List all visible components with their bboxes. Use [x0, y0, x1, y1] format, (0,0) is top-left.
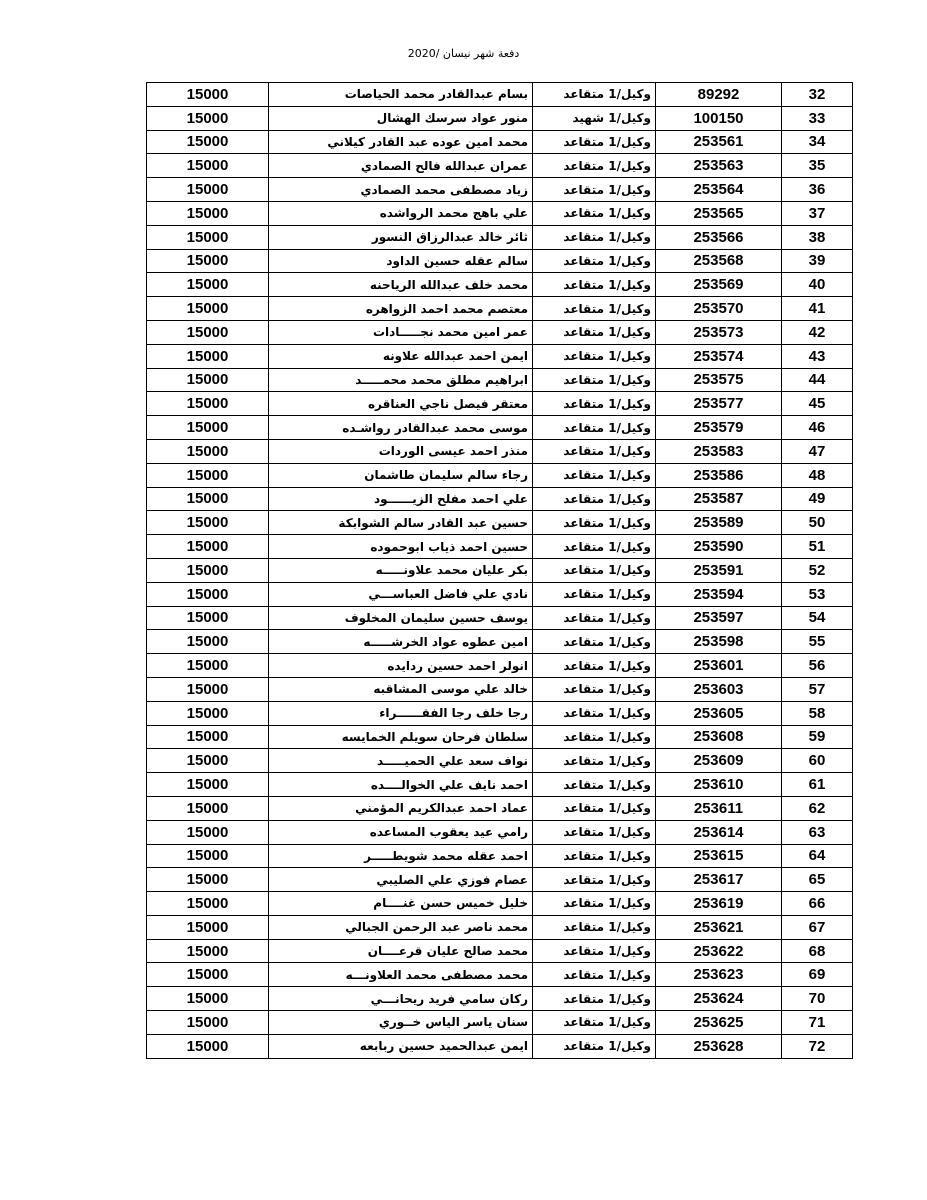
id-cell: 253594 [656, 582, 782, 606]
id-cell: 253625 [656, 1011, 782, 1035]
table-row [147, 606, 853, 630]
row-number-cell: 44 [782, 368, 853, 392]
table-row [147, 892, 853, 916]
row-number-cell: 66 [782, 892, 853, 916]
id-cell: 253566 [656, 225, 782, 249]
amount-cell: 15000 [147, 868, 269, 892]
table-row [147, 487, 853, 511]
table-row [147, 558, 853, 582]
row-number-cell: 56 [782, 654, 853, 678]
type-cell: وكيل/1 متقاعد [533, 1034, 656, 1058]
id-cell: 253603 [656, 677, 782, 701]
id-cell: 253565 [656, 201, 782, 225]
name-cell: علي احمد مفلح الزيــــــود [269, 487, 533, 511]
table-row [147, 1011, 853, 1035]
name-cell: محمد ناصر عبد الرحمن الجبالي [269, 915, 533, 939]
amount-cell: 15000 [147, 368, 269, 392]
type-cell: وكيل/1 متقاعد [533, 344, 656, 368]
amount-cell: 15000 [147, 106, 269, 130]
row-number-cell: 70 [782, 987, 853, 1011]
type-cell: وكيل/1 متقاعد [533, 558, 656, 582]
name-cell: بكر عليان محمد علاونـــــه [269, 558, 533, 582]
row-number-cell: 46 [782, 416, 853, 440]
table-row [147, 439, 853, 463]
name-cell: ثائر خالد عبدالرزاق النسور [269, 225, 533, 249]
row-number-cell: 67 [782, 915, 853, 939]
name-cell: نادي علي فاضل العباســـي [269, 582, 533, 606]
table-row [147, 416, 853, 440]
id-cell: 253608 [656, 725, 782, 749]
table-row [147, 130, 853, 154]
table-row [147, 820, 853, 844]
name-cell: خليل خميس حسن غنــــام [269, 892, 533, 916]
table-row [147, 368, 853, 392]
table-row [147, 463, 853, 487]
table-body [147, 83, 853, 1059]
id-cell: 253609 [656, 749, 782, 773]
row-number-cell: 69 [782, 963, 853, 987]
name-cell: بسام عبدالقادر محمد الحياصات [269, 83, 533, 107]
row-number-cell: 64 [782, 844, 853, 868]
table-row [147, 939, 853, 963]
type-cell: وكيل/1 متقاعد [533, 606, 656, 630]
row-number-cell: 37 [782, 201, 853, 225]
table-row [147, 1034, 853, 1058]
type-cell: وكيل/1 متقاعد [533, 130, 656, 154]
name-cell: محمد خلف عبدالله الرياحنه [269, 273, 533, 297]
id-cell: 253623 [656, 963, 782, 987]
id-cell: 253589 [656, 511, 782, 535]
name-cell: موسى محمد عبدالقادر رواشـده [269, 416, 533, 440]
type-cell: وكيل/1 متقاعد [533, 654, 656, 678]
name-cell: نواف سعد علي الحميـــــد [269, 749, 533, 773]
type-cell: وكيل/1 متقاعد [533, 892, 656, 916]
amount-cell: 15000 [147, 892, 269, 916]
amount-cell: 15000 [147, 987, 269, 1011]
amount-cell: 15000 [147, 1011, 269, 1035]
type-cell: وكيل/1 متقاعد [533, 987, 656, 1011]
row-number-cell: 58 [782, 701, 853, 725]
amount-cell: 15000 [147, 487, 269, 511]
row-number-cell: 59 [782, 725, 853, 749]
type-cell: وكيل/1 متقاعد [533, 273, 656, 297]
amount-cell: 15000 [147, 130, 269, 154]
row-number-cell: 55 [782, 630, 853, 654]
name-cell: محمد صالح عليان قرعــــان [269, 939, 533, 963]
name-cell: يوسف حسين سليمان المخلوف [269, 606, 533, 630]
id-cell: 253579 [656, 416, 782, 440]
amount-cell: 15000 [147, 249, 269, 273]
amount-cell: 15000 [147, 796, 269, 820]
name-cell: احمد نايف علي الخوالــــده [269, 773, 533, 797]
amount-cell: 15000 [147, 725, 269, 749]
name-cell: محمد امين عوده عبد القادر كيلاني [269, 130, 533, 154]
type-cell: وكيل/1 متقاعد [533, 1011, 656, 1035]
amount-cell: 15000 [147, 511, 269, 535]
type-cell: وكيل/1 متقاعد [533, 463, 656, 487]
row-number-cell: 60 [782, 749, 853, 773]
name-cell: منذر احمد عيسى الوردات [269, 439, 533, 463]
row-number-cell: 42 [782, 320, 853, 344]
name-cell: معتقر فيصل ناجي العناقره [269, 392, 533, 416]
type-cell: وكيل/1 متقاعد [533, 249, 656, 273]
amount-cell: 15000 [147, 963, 269, 987]
row-number-cell: 43 [782, 344, 853, 368]
type-cell: وكيل/1 متقاعد [533, 297, 656, 321]
name-cell: عماد احمد عبدالكريم المؤمني [269, 796, 533, 820]
table-row [147, 535, 853, 559]
type-cell: وكيل/1 متقاعد [533, 725, 656, 749]
name-cell: سنان ياسر الياس خــوري [269, 1011, 533, 1035]
row-number-cell: 49 [782, 487, 853, 511]
row-number-cell: 48 [782, 463, 853, 487]
name-cell: علي باهج محمد الرواشده [269, 201, 533, 225]
table-row [147, 915, 853, 939]
name-cell: محمد مصطفى محمد العلاونـــه [269, 963, 533, 987]
row-number-cell: 33 [782, 106, 853, 130]
row-number-cell: 38 [782, 225, 853, 249]
type-cell: وكيل/1 متقاعد [533, 154, 656, 178]
row-number-cell: 72 [782, 1034, 853, 1058]
name-cell: سلطان فرحان سويلم الخمايسه [269, 725, 533, 749]
amount-cell: 15000 [147, 654, 269, 678]
id-cell: 253583 [656, 439, 782, 463]
table-row [147, 201, 853, 225]
amount-cell: 15000 [147, 416, 269, 440]
row-number-cell: 62 [782, 796, 853, 820]
id-cell: 253617 [656, 868, 782, 892]
type-cell: وكيل/1 متقاعد [533, 535, 656, 559]
amount-cell: 15000 [147, 225, 269, 249]
name-cell: امين عطوه عواد الخرشـــــه [269, 630, 533, 654]
type-cell: وكيل/1 شهيد [533, 106, 656, 130]
table-row [147, 297, 853, 321]
row-number-cell: 57 [782, 677, 853, 701]
name-cell: عمر امين محمد نجـــــادات [269, 320, 533, 344]
type-cell: وكيل/1 متقاعد [533, 796, 656, 820]
amount-cell: 15000 [147, 273, 269, 297]
id-cell: 253601 [656, 654, 782, 678]
id-cell: 100150 [656, 106, 782, 130]
type-cell: وكيل/1 متقاعد [533, 701, 656, 725]
type-cell: وكيل/1 متقاعد [533, 83, 656, 107]
table-row [147, 773, 853, 797]
row-number-cell: 34 [782, 130, 853, 154]
amount-cell: 15000 [147, 701, 269, 725]
type-cell: وكيل/1 متقاعد [533, 868, 656, 892]
name-cell: رامي عيد يعقوب المساعده [269, 820, 533, 844]
amount-cell: 15000 [147, 178, 269, 202]
id-cell: 253568 [656, 249, 782, 273]
name-cell: ايمن احمد عبدالله علاونه [269, 344, 533, 368]
name-cell: ايمن عبدالحميد حسين ربابعه [269, 1034, 533, 1058]
id-cell: 253587 [656, 487, 782, 511]
table-row [147, 344, 853, 368]
id-cell: 253619 [656, 892, 782, 916]
id-cell: 253597 [656, 606, 782, 630]
row-number-cell: 35 [782, 154, 853, 178]
id-cell: 253573 [656, 320, 782, 344]
id-cell: 253610 [656, 773, 782, 797]
name-cell: سالم عقله حسين الداود [269, 249, 533, 273]
amount-cell: 15000 [147, 1034, 269, 1058]
amount-cell: 15000 [147, 773, 269, 797]
amount-cell: 15000 [147, 439, 269, 463]
row-number-cell: 51 [782, 535, 853, 559]
name-cell: رجا خلف رجا الفقــــــراء [269, 701, 533, 725]
id-cell: 253570 [656, 297, 782, 321]
row-number-cell: 39 [782, 249, 853, 273]
name-cell: حسين عبد القادر سالم الشوابكة [269, 511, 533, 535]
name-cell: احمد عقله محمد شويطـــــر [269, 844, 533, 868]
type-cell: وكيل/1 متقاعد [533, 963, 656, 987]
table-row [147, 701, 853, 725]
row-number-cell: 45 [782, 392, 853, 416]
id-cell: 253611 [656, 796, 782, 820]
row-number-cell: 36 [782, 178, 853, 202]
payments-table [146, 82, 853, 1059]
row-number-cell: 61 [782, 773, 853, 797]
type-cell: وكيل/1 متقاعد [533, 439, 656, 463]
amount-cell: 15000 [147, 297, 269, 321]
table-row [147, 249, 853, 273]
type-cell: وكيل/1 متقاعد [533, 915, 656, 939]
row-number-cell: 68 [782, 939, 853, 963]
type-cell: وكيل/1 متقاعد [533, 511, 656, 535]
id-cell: 253591 [656, 558, 782, 582]
table-row [147, 511, 853, 535]
type-cell: وكيل/1 متقاعد [533, 844, 656, 868]
id-cell: 253590 [656, 535, 782, 559]
table-row [147, 225, 853, 249]
table-row [147, 83, 853, 107]
row-number-cell: 71 [782, 1011, 853, 1035]
type-cell: وكيل/1 متقاعد [533, 820, 656, 844]
id-cell: 253605 [656, 701, 782, 725]
id-cell: 253598 [656, 630, 782, 654]
table-row [147, 963, 853, 987]
id-cell: 253564 [656, 178, 782, 202]
type-cell: وكيل/1 متقاعد [533, 939, 656, 963]
id-cell: 89292 [656, 83, 782, 107]
name-cell: حسين احمد ذياب ابوحموده [269, 535, 533, 559]
amount-cell: 15000 [147, 392, 269, 416]
id-cell: 253621 [656, 915, 782, 939]
id-cell: 253624 [656, 987, 782, 1011]
table-row [147, 868, 853, 892]
amount-cell: 15000 [147, 463, 269, 487]
amount-cell: 15000 [147, 677, 269, 701]
row-number-cell: 65 [782, 868, 853, 892]
row-number-cell: 40 [782, 273, 853, 297]
type-cell: وكيل/1 متقاعد [533, 416, 656, 440]
row-number-cell: 47 [782, 439, 853, 463]
amount-cell: 15000 [147, 83, 269, 107]
id-cell: 253614 [656, 820, 782, 844]
amount-cell: 15000 [147, 344, 269, 368]
row-number-cell: 52 [782, 558, 853, 582]
type-cell: وكيل/1 متقاعد [533, 749, 656, 773]
name-cell: منور عواد سرسك الهشال [269, 106, 533, 130]
table-row [147, 320, 853, 344]
type-cell: وكيل/1 متقاعد [533, 582, 656, 606]
table-row [147, 987, 853, 1011]
type-cell: وكيل/1 متقاعد [533, 392, 656, 416]
id-cell: 253561 [656, 130, 782, 154]
id-cell: 253615 [656, 844, 782, 868]
table-row [147, 630, 853, 654]
amount-cell: 15000 [147, 630, 269, 654]
table-row [147, 725, 853, 749]
amount-cell: 15000 [147, 154, 269, 178]
table-row [147, 273, 853, 297]
amount-cell: 15000 [147, 820, 269, 844]
name-cell: معتصم محمد احمد الزواهره [269, 297, 533, 321]
table-row [147, 154, 853, 178]
amount-cell: 15000 [147, 582, 269, 606]
row-number-cell: 63 [782, 820, 853, 844]
type-cell: وكيل/1 متقاعد [533, 201, 656, 225]
table-row [147, 654, 853, 678]
row-number-cell: 41 [782, 297, 853, 321]
id-cell: 253574 [656, 344, 782, 368]
row-number-cell: 53 [782, 582, 853, 606]
name-cell: خالد علي موسى المشاقبه [269, 677, 533, 701]
amount-cell: 15000 [147, 844, 269, 868]
amount-cell: 15000 [147, 320, 269, 344]
amount-cell: 15000 [147, 558, 269, 582]
name-cell: ابراهيم مطلق محمد محمـــــد [269, 368, 533, 392]
name-cell: ركان سامي فريد ريحانـــي [269, 987, 533, 1011]
id-cell: 253628 [656, 1034, 782, 1058]
name-cell: رجاء سالم سليمان طاشمان [269, 463, 533, 487]
amount-cell: 15000 [147, 606, 269, 630]
row-number-cell: 50 [782, 511, 853, 535]
type-cell: وكيل/1 متقاعد [533, 677, 656, 701]
amount-cell: 15000 [147, 749, 269, 773]
name-cell: عمران عبدالله فالح الصمادي [269, 154, 533, 178]
type-cell: وكيل/1 متقاعد [533, 178, 656, 202]
type-cell: وكيل/1 متقاعد [533, 487, 656, 511]
type-cell: وكيل/1 متقاعد [533, 320, 656, 344]
table-row [147, 749, 853, 773]
amount-cell: 15000 [147, 939, 269, 963]
row-number-cell: 32 [782, 83, 853, 107]
table-row [147, 106, 853, 130]
type-cell: وكيل/1 متقاعد [533, 773, 656, 797]
table-row [147, 844, 853, 868]
id-cell: 253622 [656, 939, 782, 963]
type-cell: وكيل/1 متقاعد [533, 630, 656, 654]
amount-cell: 15000 [147, 201, 269, 225]
id-cell: 253563 [656, 154, 782, 178]
type-cell: وكيل/1 متقاعد [533, 368, 656, 392]
id-cell: 253569 [656, 273, 782, 297]
row-number-cell: 54 [782, 606, 853, 630]
name-cell: عصام فوزي علي الصليبي [269, 868, 533, 892]
table-row [147, 582, 853, 606]
amount-cell: 15000 [147, 915, 269, 939]
name-cell: انولر احمد حسين ردايده [269, 654, 533, 678]
table-row [147, 796, 853, 820]
type-cell: وكيل/1 متقاعد [533, 225, 656, 249]
id-cell: 253577 [656, 392, 782, 416]
page-title: دفعة شهر نيسان /2020 [407, 47, 520, 60]
table-row [147, 392, 853, 416]
name-cell: زياد مصطفى محمد الصمادي [269, 178, 533, 202]
table-row [147, 178, 853, 202]
table-row [147, 677, 853, 701]
id-cell: 253575 [656, 368, 782, 392]
id-cell: 253586 [656, 463, 782, 487]
amount-cell: 15000 [147, 535, 269, 559]
